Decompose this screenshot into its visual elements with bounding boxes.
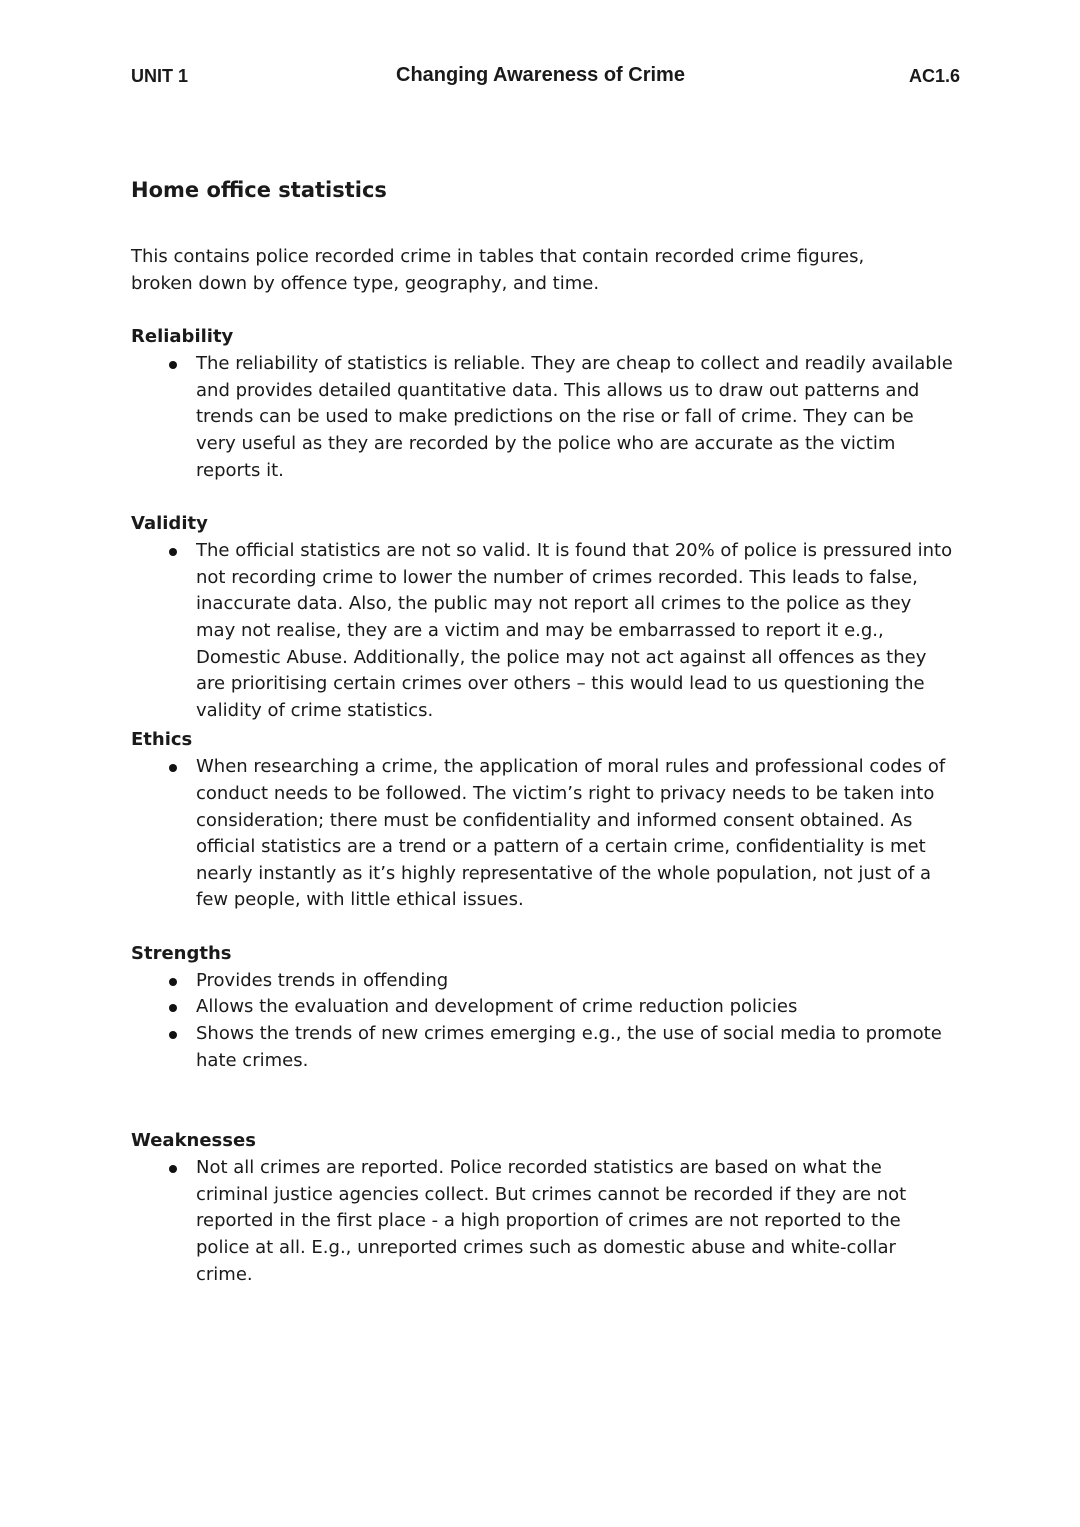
- section-strengths: [131, 940, 961, 1074]
- ethics-list: [131, 754, 961, 914]
- list-item-text: When researching a crime, the application of moral rules and professional codes of conduct needs to be followed. The victim’s right to privacy needs to be taken into consideration; there must be confidentiality and informed consent obtained. As official statistics are a trend or a pattern of a certain crime, confidentiality is met nearly instantly as it’s highly representative of the whole population, not just of a few people, with little ethical issues.: [196, 756, 946, 911]
- list-item: [131, 754, 956, 914]
- document-body: [131, 176, 961, 1288]
- list-item: [131, 351, 956, 484]
- intro-paragraph: This contains police recorded crime in tables that contain recorded crime figures, broken down by offence type, geography, and time.: [131, 246, 865, 294]
- page-header: [131, 64, 960, 92]
- list-item: [131, 968, 956, 995]
- bullet-icon: [169, 1004, 177, 1012]
- list-item: [131, 994, 956, 1021]
- bullet-icon: [169, 1031, 177, 1039]
- list-item-text: Provides trends in offending: [196, 969, 449, 991]
- list-item: [131, 1155, 956, 1288]
- weaknesses-list: [131, 1155, 961, 1288]
- section-weaknesses: [131, 1127, 961, 1288]
- list-item-text: The official statistics are not so valid. It is found that 20% of police is pressured into not recording crime to lower the number of crimes recorded. This leads to false, inaccurate data. Also, the public may not report all crimes to the police as they may not realise, they are a victim and may be embarrassed to report it e.g., Domestic Abuse. Additionally, the police may not act against all offences as they are prioritising certain crimes over others – this would lead to us questioning the validity of crime statistics.: [196, 540, 953, 721]
- page-heading: Home office statistics: [131, 178, 387, 202]
- section-heading-ethics: Ethics: [131, 729, 193, 751]
- section-heading-validity: Validity: [131, 513, 208, 535]
- section-reliability: [131, 323, 961, 484]
- section-ethics: [131, 726, 961, 914]
- list-item-text: Not all crimes are reported. Police recorded statistics are based on what the criminal justice agencies collect. But crimes cannot be recorded if they are not reported in the first place - a high proportion of crimes are not reported to the police at all. E.g., unreported crimes such as domestic abuse and white-collar crime.: [196, 1157, 907, 1285]
- list-item: [131, 538, 956, 724]
- unit-label: UNIT 1: [131, 66, 189, 86]
- section-validity: [131, 510, 961, 724]
- list-item: [131, 1021, 956, 1074]
- section-heading-reliability: Reliability: [131, 326, 234, 348]
- document-title: Changing Awareness of Crime: [396, 64, 685, 86]
- bullet-icon: [169, 764, 177, 772]
- section-heading-strengths: Strengths: [131, 942, 232, 964]
- strengths-list: [131, 968, 961, 1074]
- section-heading-weaknesses: Weaknesses: [131, 1130, 256, 1152]
- bullet-icon: [169, 361, 177, 369]
- assessment-code: AC1.6: [908, 66, 960, 86]
- bullet-icon: [169, 1165, 177, 1173]
- bullet-icon: [169, 548, 177, 556]
- list-item-text: Shows the trends of new crimes emerging e.g., the use of social media to promote hate crimes.: [196, 1023, 942, 1071]
- list-item-text: Allows the evaluation and development of crime reduction policies: [196, 996, 798, 1018]
- list-item-text: The reliability of statistics is reliable. They are cheap to collect and readily available and provides detailed quantitative data. This allows us to draw out patterns and trends can be used to make predictions on the rise or fall of crime. They can be very useful as they are recorded by the police who are accurate as the victim reports it.: [196, 353, 953, 481]
- validity-list: [131, 538, 961, 724]
- bullet-icon: [169, 978, 177, 986]
- reliability-list: [131, 351, 961, 484]
